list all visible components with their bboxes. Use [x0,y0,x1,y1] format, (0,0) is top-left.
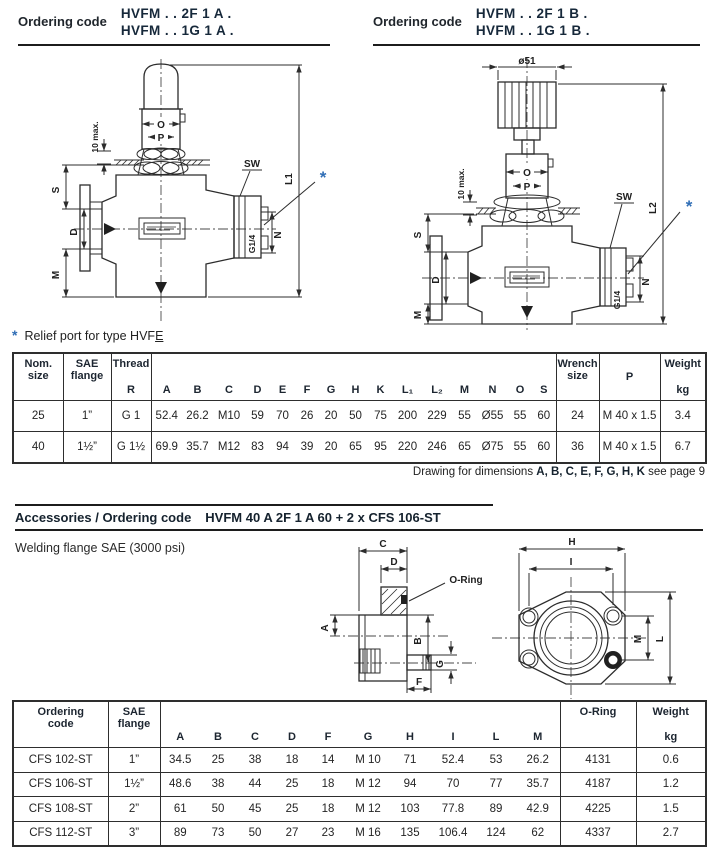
cell-o-ring: 4337 [560,821,636,846]
dim-label-l1: L1 [284,173,295,185]
accessories-heading-label: Accessories / Ordering code [15,510,192,525]
dim-label-dia51: ø51 [518,56,536,67]
cell-dim: 103 [390,797,430,822]
welding-flange-subtitle: Welding flange SAE (3000 psi) [15,541,186,555]
dim-label-p: P [523,182,531,193]
accessories-heading-code: HVFM 40 A 2F 1 A 60 + 2 x CFS 106-ST [205,510,441,525]
cell-dim: 55 [508,432,532,464]
header-dim: K [368,353,393,401]
header-dim: M [516,701,560,748]
dim-label-g14: G1/4 [247,234,257,254]
cell-dim: 124 [476,821,516,846]
ordering-code-block-b [373,5,700,46]
ordering-code-line: HVFM . . 1G 1 A . [120,23,234,38]
header-dim: S [532,353,556,401]
dim-label-s: S [51,186,62,194]
cell-weight: 2.7 [636,821,706,846]
dim-label-g: G [435,660,446,668]
cell-dim: M 10 [355,753,381,766]
cell-dim: 61 [160,797,200,822]
asterisk-icon: * [12,327,18,343]
cell-dim: 77 [476,772,516,797]
header-dim: N [477,353,508,401]
table-header-row [13,353,706,401]
header-dim: B [200,701,236,748]
divider [18,44,330,46]
header-oring: O-Ring [560,701,636,748]
cell-sae: 1” [63,401,111,432]
cell-sae: 3” [108,821,160,846]
valve-body-outline [80,64,268,297]
ordering-code-block-a [18,5,330,46]
cell-dim: 25 [274,772,310,797]
panel-hatch [116,160,203,165]
dim-label-i: I [569,557,573,568]
cell-dim: 34.5 [160,748,200,773]
flange-table [12,700,707,847]
ordering-code-line: HVFM . . 2F 1 B . [475,6,588,21]
cell-dim: M10 [217,410,241,422]
flange-front-drawing [486,531,713,703]
cell-dim: 25 [274,797,310,822]
cell-wrench: 36 [556,432,599,464]
dim-label-d: D [69,228,80,236]
cell-dim: 20 [319,432,343,464]
table-header-row [13,701,706,748]
cell-dim: 73 [200,821,236,846]
cell-dim: 69.9 [151,432,182,464]
divider [15,504,493,506]
cell-dim: 53 [489,753,503,766]
header-dim: F [310,701,346,748]
cell-dim: 229 [427,410,447,422]
flange-section-drawing [316,531,506,699]
cell-dim: 65 [452,432,477,464]
cell-code: CFS 108-ST [13,797,108,822]
dim-label-h: H [568,537,576,548]
header-dim: L [476,701,516,748]
cell-dim: 27 [274,821,310,846]
header-wrench-size: Wrench size [556,353,599,401]
cell-code: CFS 106-ST [13,772,108,797]
oring-label: O-Ring [449,575,483,586]
dim-label-sw: SW [615,192,633,203]
dimension-labels [320,539,483,688]
cell-dim: 50 [349,410,362,422]
cell-sae: 1” [108,748,160,773]
relief-port-asterisk: * [685,197,693,216]
header-sae-flange: SAE flange [108,701,160,748]
cell-dim: 26.2 [186,410,209,422]
relief-note-text: Relief port for type HVF [24,329,156,343]
header-weight: Weight kg [636,701,706,748]
center-lines [330,636,476,663]
cell-nom: 40 [13,432,63,464]
dimension-table [12,352,707,464]
ordering-code-line: HVFM . . 1G 1 B . [475,23,590,38]
dim-label-o: O [523,168,531,179]
header-dim: G [319,353,343,401]
header-sae-flange: SAE flange [63,353,111,401]
header-dim: O [508,353,532,401]
cell-dim: 35.7 [182,432,213,464]
relief-port-asterisk: * [319,168,327,187]
header-nom-size: Nom. size [13,353,63,401]
cell-dim: 135 [390,821,430,846]
dim-label-d: D [431,276,442,284]
cell-dim: M12 [213,432,245,464]
cell-dim: 20 [324,410,338,422]
cell-dim: 45 [236,797,274,822]
cell-dim: 48.6 [160,772,200,797]
cell-sae: 1½” [63,432,111,464]
cell-dim: 59 [251,410,264,422]
header-thread-r: Thread R [111,353,151,401]
note-text: Drawing for dimensions [412,466,537,478]
cell-dim: 70 [276,410,289,422]
divider [373,44,700,46]
cell-dim: 77.8 [430,797,476,822]
cell-dim: 39 [295,432,319,464]
header-dim: A [160,701,200,748]
ordering-code-label: Ordering code [18,14,107,29]
cell-dim: 35.7 [516,772,560,797]
accessories-heading [15,510,441,525]
cell-dim: 38 [200,772,236,797]
cell-thread: G 1½ [111,432,151,464]
header-dim: A [151,353,182,401]
valve-drawing-a [18,57,343,333]
cell-dim: 60 [537,410,551,422]
header-weight: Weight kg [660,353,706,401]
cell-weight: 0.6 [636,748,706,773]
cell-oring: 4187 [560,772,636,797]
dim-label-l2: L2 [648,202,659,214]
dimension-lines [330,547,457,693]
header-dim: C [236,701,274,748]
cell-code: CFS 112-ST [13,821,108,846]
cell-dim: 55 [458,410,471,422]
cell-dim: 65 [343,432,368,464]
dim-label-c: C [379,539,387,550]
cell-sae: 2” [108,797,160,822]
cell-dim: 18 [310,772,346,797]
cell-weight: 1.5 [636,797,706,822]
cell-p: M 40 x 1.5 [599,432,660,464]
dim-label-m: M [413,310,424,320]
cell-dim: 18 [285,753,299,766]
dim-label-l: L [655,635,666,643]
cell-dim: 26 [300,410,314,422]
cell-dim: 246 [422,432,452,464]
cell-dim: Ø55 [481,410,504,422]
header-dim: G [346,701,390,748]
dim-label-s: S [413,231,424,239]
header-dim: D [274,701,310,748]
cell-dim: 71 [403,753,417,766]
cell-sae: 1½” [108,772,160,797]
cell-dim: M 12 [346,772,390,797]
cell-p: M 40 x 1.5 [599,401,660,432]
header-dim: I [430,701,476,748]
cell-dim: 25 [211,753,225,766]
dim-label-a: A [320,624,331,632]
cell-dim: 55 [513,410,527,422]
center-lines [492,577,646,699]
dim-label-10max: 10 max. [90,121,100,153]
dim-label-m: M [51,270,62,280]
dim-label-b: B [413,637,424,645]
cell-dim: 89 [160,821,200,846]
relief-note-underlined: E [155,329,164,343]
note-dimension-letters: A, B, C, E, F, G, H, K [536,466,645,478]
dim-label-10max: 10 max. [456,168,466,200]
cell-weight: 6.7 [660,432,706,464]
dim-label-o: O [157,120,165,131]
cell-dim: 38 [248,753,262,766]
cell-nom: 25 [31,410,45,422]
cell-dim: 44 [236,772,274,797]
dimension-labels [568,537,666,643]
cell-oring: 4131 [560,748,636,773]
cell-dim: 70 [430,772,476,797]
dimension-labels [413,56,693,319]
table-row [13,401,706,432]
cell-dim: 200 [397,410,418,422]
header-dim: L₁ [393,353,422,401]
cell-code: CFS 102-ST [28,753,93,766]
cell-dim: 23 [310,821,346,846]
cell-dim: 60 [532,432,556,464]
cell-dim: 14 [321,753,335,766]
cell-dim: 83 [245,432,270,464]
note-text: see page 9 [644,466,705,478]
flange-outline [359,587,431,681]
valve-body-outline [430,82,633,324]
dim-label-f: F [415,677,423,688]
header-dim: E [270,353,295,401]
cell-dim: 94 [270,432,295,464]
ordering-code-label: Ordering code [373,14,462,29]
header-dim: F [295,353,319,401]
cell-dim: 52.4 [151,401,182,432]
cell-dim: 62 [516,821,560,846]
dim-label-m: M [633,634,644,644]
dimension-labels [51,120,327,279]
table-row [13,821,706,846]
center-lines [74,59,276,321]
cell-dim: 95 [368,432,393,464]
cell-dim: M 12 [346,797,390,822]
cell-dim: 89 [476,797,516,822]
table-row [13,432,706,464]
cell-dim: M 16 [346,821,390,846]
dim-label-sw: SW [243,159,261,170]
ordering-code-values [476,5,590,39]
dim-label-d: D [390,557,398,568]
cell-dim: 52.4 [441,753,465,766]
dim-label-p: P [157,133,165,144]
table-row [13,772,706,797]
cell-dim: Ø75 [477,432,508,464]
cell-dim: 220 [393,432,422,464]
header-dim: C [213,353,245,401]
cell-wrench: 24 [556,401,599,432]
header-dim: L₂ [422,353,452,401]
cell-dim: 50 [236,821,274,846]
dim-label-g14: G1/4 [612,290,622,310]
cell-dim: 42.9 [516,797,560,822]
dim-label-n: N [641,278,652,286]
cell-dim: 50 [200,797,236,822]
relief-note [12,327,163,343]
cell-oring: 4225 [560,797,636,822]
header-p: P [599,353,660,401]
header-dim: H [390,701,430,748]
header-dim: H [343,353,368,401]
drawing-dimensions-note [413,466,705,478]
valve-drawing-b [362,56,712,334]
cell-dim: 26.2 [526,753,549,766]
cell-dim: 94 [390,772,430,797]
dim-label-n: N [273,231,284,239]
table-row [13,748,706,773]
cell-weight: 3.4 [660,401,706,432]
header-dim: M [452,353,477,401]
dimension-lines [62,65,315,297]
ordering-code-line: HVFM . . 2F 1 A . [120,6,232,21]
cell-dim: 106.4 [430,821,476,846]
cell-weight: 1.2 [636,772,706,797]
table-row [13,797,706,822]
cell-dim: 75 [374,410,387,422]
cell-dim: 18 [310,797,346,822]
header-dim: B [182,353,213,401]
header-ordering-code: Ordering code [13,701,108,748]
header-dim: D [245,353,270,401]
ordering-code-values [121,5,234,39]
cell-thread: G 1 [111,401,151,432]
